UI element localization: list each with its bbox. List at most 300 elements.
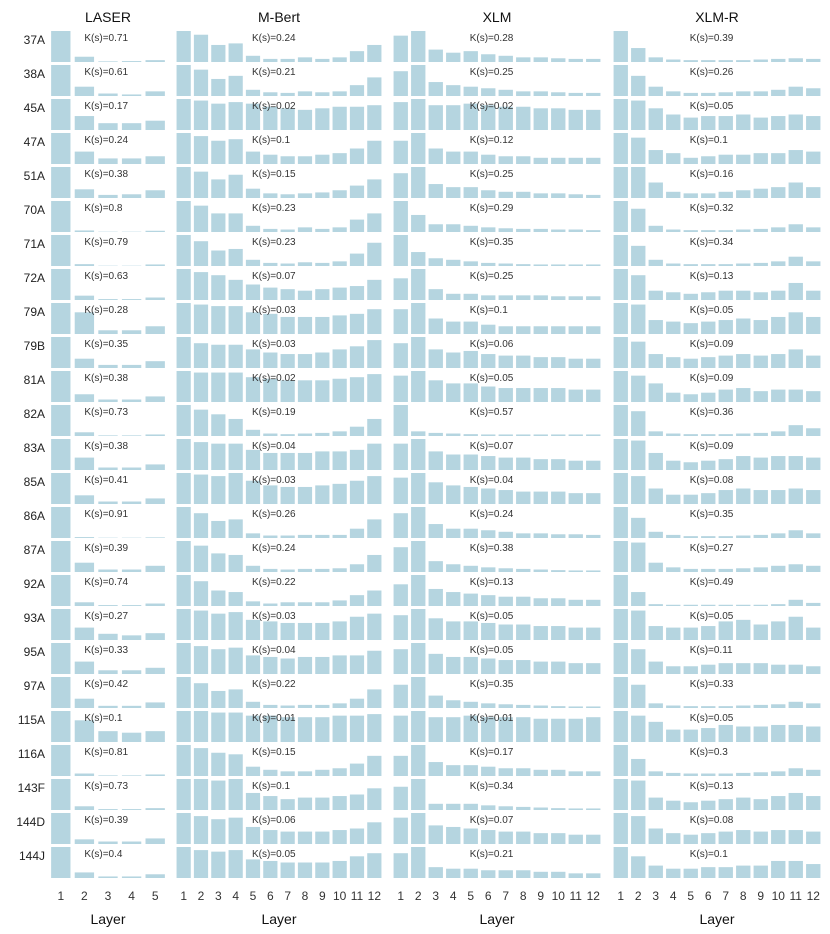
bar-laser-93a-layer-3 (98, 634, 117, 640)
bar-xlm-83a-layer-5 (464, 455, 478, 471)
bar-laser-115a-layer-3 (98, 731, 117, 742)
bar-xlm-r-81a-layer-2 (631, 376, 645, 402)
bar-m-bert-86a-layer-2 (194, 513, 208, 538)
bar-xlm-116a-layer-8 (516, 768, 530, 776)
bar-xlm-86a-layer-11 (569, 534, 583, 538)
row-label-85a: 85A (23, 475, 45, 489)
bar-m-bert-79a-layer-9 (315, 317, 329, 334)
bar-xlm-86a-layer-6 (481, 530, 495, 538)
bar-laser-144d-layer-1 (51, 813, 70, 844)
bar-xlm-115a-layer-9 (534, 719, 548, 742)
ks-label-laser-144d: K(s)=0.39 (84, 815, 129, 826)
bar-m-bert-97a-layer-5 (246, 702, 260, 708)
bar-laser-86a-layer-2 (75, 537, 94, 538)
bar-xlm-83a-layer-2 (411, 439, 425, 470)
bar-xlm-r-83a-layer-2 (631, 441, 645, 470)
bar-xlm-87a-layer-12 (586, 570, 600, 572)
ks-label-xlm-r-86a: K(s)=0.35 (689, 509, 734, 520)
bar-m-bert-38a-layer-11 (350, 85, 364, 96)
bar-xlm-r-143f-layer-3 (649, 798, 663, 810)
ks-label-m-bert-116a: K(s)=0.15 (251, 747, 296, 758)
bar-m-bert-143f-layer-10 (333, 796, 347, 810)
bar-xlm-70a-layer-10 (551, 230, 565, 232)
bar-m-bert-92a-layer-6 (263, 604, 277, 606)
bar-xlm-81a-layer-10 (551, 388, 565, 402)
bar-laser-143f-layer-5 (146, 808, 165, 810)
bar-m-bert-93a-layer-3 (211, 614, 225, 640)
bar-laser-45a-layer-5 (146, 121, 165, 130)
bar-m-bert-79b-layer-1 (177, 337, 191, 368)
bar-laser-83a-layer-5 (146, 464, 165, 470)
bar-xlm-71a-layer-8 (516, 264, 530, 266)
bar-xlm-r-45a-layer-12 (806, 116, 820, 130)
bar-m-bert-70a-layer-9 (315, 229, 329, 232)
bar-m-bert-143f-layer-9 (315, 798, 329, 810)
bar-m-bert-51a-layer-3 (211, 179, 225, 198)
bar-m-bert-83a-layer-5 (246, 450, 260, 470)
bar-xlm-r-37a-layer-2 (631, 48, 645, 62)
bar-xlm-r-70a-layer-11 (789, 224, 803, 232)
bar-xlm-97a-layer-11 (569, 706, 583, 708)
row-label-45a: 45A (23, 101, 45, 115)
bar-xlm-r-70a-layer-12 (806, 227, 820, 232)
ks-label-m-bert-93a: K(s)=0.03 (251, 611, 296, 622)
bar-xlm-86a-layer-8 (516, 533, 530, 538)
bar-xlm-38a-layer-5 (464, 87, 478, 96)
bar-laser-82a-layer-4 (122, 435, 141, 436)
bar-xlm-82a-layer-12 (586, 434, 600, 436)
bar-xlm-116a-layer-3 (429, 762, 443, 776)
bar-xlm-97a-layer-10 (551, 706, 565, 708)
ks-label-xlm-86a: K(s)=0.24 (469, 509, 514, 520)
bar-xlm-r-115a-layer-2 (631, 716, 645, 742)
bar-xlm-79a-layer-4 (446, 322, 460, 334)
bar-xlm-45a-layer-11 (569, 110, 583, 130)
bar-xlm-r-85a-layer-4 (666, 495, 680, 504)
bar-xlm-r-83a-layer-4 (666, 461, 680, 470)
bar-xlm-r-79b-layer-8 (736, 354, 750, 368)
bar-xlm-144j-layer-11 (569, 873, 583, 878)
bar-xlm-r-47a-layer-10 (771, 153, 785, 164)
bar-laser-82a-layer-3 (98, 435, 117, 436)
row-label-92a: 92A (23, 577, 45, 591)
bar-xlm-83a-layer-4 (446, 455, 460, 471)
bar-m-bert-86a-layer-9 (315, 535, 329, 538)
bar-m-bert-70a-layer-4 (229, 213, 243, 232)
bar-m-bert-116a-layer-2 (194, 748, 208, 776)
bar-xlm-r-144j-layer-4 (666, 869, 680, 878)
bar-xlm-r-92a-layer-5 (684, 605, 698, 606)
bar-xlm-79a-layer-7 (499, 326, 513, 334)
bar-xlm-r-51a-layer-12 (806, 187, 820, 198)
bar-xlm-r-144j-layer-6 (701, 867, 715, 878)
bar-m-bert-79a-layer-11 (350, 314, 364, 334)
bar-xlm-37a-layer-12 (586, 59, 600, 62)
bar-laser-85a-layer-5 (146, 498, 165, 504)
bar-xlm-r-71a-layer-7 (719, 264, 733, 266)
bar-m-bert-79b-layer-7 (281, 354, 295, 368)
bar-xlm-r-47a-layer-12 (806, 152, 820, 164)
bar-m-bert-37a-layer-2 (194, 35, 208, 62)
bar-m-bert-38a-layer-12 (367, 77, 381, 96)
bar-xlm-r-45a-layer-7 (719, 116, 733, 130)
bar-m-bert-70a-layer-1 (177, 201, 191, 232)
bar-m-bert-82a-layer-10 (333, 431, 347, 436)
bar-laser-51a-layer-2 (75, 189, 94, 198)
bar-xlm-r-97a-layer-6 (701, 706, 715, 708)
bar-xlm-r-144j-layer-11 (789, 861, 803, 878)
bar-m-bert-38a-layer-3 (211, 79, 225, 96)
bar-m-bert-95a-layer-2 (194, 646, 208, 674)
tick-label-laser-1: 1 (57, 889, 65, 903)
bar-m-bert-81a-layer-4 (229, 373, 243, 402)
bar-xlm-71a-layer-10 (551, 264, 565, 266)
bar-xlm-115a-layer-4 (446, 717, 460, 742)
ks-label-xlm-r-116a: K(s)=0.3 (689, 747, 728, 758)
bar-xlm-r-86a-layer-1 (614, 507, 628, 538)
ks-label-laser-95a: K(s)=0.33 (84, 645, 129, 656)
bar-xlm-r-45a-layer-9 (754, 118, 768, 130)
bar-m-bert-45a-layer-4 (229, 102, 243, 130)
bar-xlm-r-86a-layer-7 (719, 536, 733, 538)
bar-m-bert-95a-layer-4 (229, 648, 243, 674)
bar-xlm-r-93a-layer-12 (806, 628, 820, 640)
bar-xlm-r-38a-layer-11 (789, 87, 803, 96)
bar-xlm-r-81a-layer-4 (666, 393, 680, 402)
bar-xlm-r-93a-layer-6 (701, 626, 715, 640)
bar-xlm-87a-layer-4 (446, 564, 460, 572)
bar-laser-37a-layer-1 (51, 31, 70, 62)
bar-m-bert-116a-layer-4 (229, 754, 243, 776)
bar-m-bert-47a-layer-11 (350, 149, 364, 165)
bar-xlm-143f-layer-4 (446, 804, 460, 810)
bar-laser-87a-layer-2 (75, 563, 94, 572)
bar-laser-95a-layer-1 (51, 643, 70, 674)
bar-laser-85a-layer-2 (75, 495, 94, 504)
ks-label-laser-47a: K(s)=0.24 (84, 135, 129, 146)
bar-laser-47a-layer-1 (51, 133, 70, 164)
bar-laser-115a-layer-5 (146, 731, 165, 742)
bar-xlm-72a-layer-5 (464, 294, 478, 300)
bar-xlm-71a-layer-4 (446, 260, 460, 266)
bar-xlm-r-79a-layer-4 (666, 322, 680, 334)
bar-laser-83a-layer-3 (98, 468, 117, 470)
row-label-51a: 51A (23, 169, 45, 183)
bar-m-bert-51a-layer-4 (229, 175, 243, 198)
bar-xlm-79a-layer-9 (534, 326, 548, 334)
bar-xlm-r-144d-layer-12 (806, 832, 820, 844)
bar-xlm-144d-layer-12 (586, 835, 600, 844)
bar-xlm-115a-layer-8 (516, 717, 530, 742)
bar-xlm-144j-layer-7 (499, 870, 513, 878)
bar-m-bert-97a-layer-12 (367, 689, 381, 708)
bar-xlm-r-45a-layer-2 (631, 101, 645, 130)
bar-m-bert-37a-layer-4 (229, 43, 243, 62)
tick-label-xlm-4: 4 (449, 889, 457, 903)
ks-label-xlm-143f: K(s)=0.34 (469, 781, 514, 792)
bar-xlm-r-79b-layer-1 (614, 337, 628, 368)
bar-xlm-r-116a-layer-4 (666, 773, 680, 776)
bar-m-bert-45a-layer-10 (333, 107, 347, 130)
bar-xlm-r-45a-layer-10 (771, 116, 785, 130)
bar-m-bert-51a-layer-12 (367, 179, 381, 198)
bar-m-bert-85a-layer-12 (367, 476, 381, 504)
bar-m-bert-86a-layer-5 (246, 533, 260, 538)
bar-m-bert-45a-layer-3 (211, 104, 225, 130)
bar-m-bert-79b-layer-12 (367, 340, 381, 368)
bar-laser-93a-layer-2 (75, 628, 94, 640)
bar-m-bert-92a-layer-9 (315, 602, 329, 606)
bar-xlm-r-71a-layer-6 (701, 264, 715, 266)
ks-label-xlm-37a: K(s)=0.28 (469, 33, 514, 44)
bar-xlm-r-37a-layer-9 (754, 60, 768, 62)
bar-xlm-92a-layer-5 (464, 594, 478, 606)
ks-label-laser-87a: K(s)=0.39 (84, 543, 129, 554)
bar-m-bert-51a-layer-7 (281, 194, 295, 198)
x-axis-title-xlm-r: Layer (699, 911, 735, 927)
tick-label-m-bert-1: 1 (180, 889, 188, 903)
ks-label-xlm-85a: K(s)=0.04 (469, 475, 514, 486)
bar-laser-143f-layer-1 (51, 779, 70, 810)
bar-m-bert-93a-layer-11 (350, 617, 364, 640)
bar-xlm-86a-layer-9 (534, 533, 548, 538)
bar-xlm-87a-layer-2 (411, 541, 425, 572)
bar-m-bert-144j-layer-6 (263, 861, 277, 878)
bar-m-bert-83a-layer-8 (298, 453, 312, 470)
bar-xlm-r-144d-layer-6 (701, 833, 715, 844)
bar-xlm-71a-layer-9 (534, 264, 548, 266)
tick-label-xlm-1: 1 (397, 889, 405, 903)
bar-m-bert-115a-layer-9 (315, 717, 329, 742)
bar-xlm-r-45a-layer-1 (614, 99, 628, 130)
tick-label-xlm-r-4: 4 (669, 889, 677, 903)
bar-xlm-79a-layer-12 (586, 326, 600, 334)
bar-xlm-r-92a-layer-8 (736, 605, 750, 606)
bar-m-bert-83a-layer-4 (229, 444, 243, 470)
bar-xlm-r-70a-layer-7 (719, 230, 733, 232)
bar-xlm-r-72a-layer-4 (666, 292, 680, 300)
bar-m-bert-95a-layer-11 (350, 655, 364, 674)
row-label-97a: 97A (23, 679, 45, 693)
bar-m-bert-95a-layer-3 (211, 649, 225, 674)
bar-laser-37a-layer-3 (98, 61, 117, 62)
bar-xlm-51a-layer-12 (586, 195, 600, 198)
bar-xlm-r-87a-layer-5 (684, 569, 698, 572)
bar-xlm-83a-layer-10 (551, 459, 565, 470)
bar-xlm-144d-layer-9 (534, 833, 548, 844)
bar-xlm-45a-layer-8 (516, 107, 530, 130)
bar-m-bert-143f-layer-12 (367, 788, 381, 810)
bar-laser-79a-layer-3 (98, 330, 117, 334)
bar-xlm-143f-layer-6 (481, 805, 495, 810)
bar-xlm-81a-layer-2 (411, 371, 425, 402)
bar-laser-47a-layer-4 (122, 158, 141, 164)
bar-xlm-r-95a-layer-7 (719, 663, 733, 674)
bar-m-bert-79a-layer-4 (229, 306, 243, 334)
ks-label-xlm-45a: K(s)=0.02 (469, 101, 514, 112)
row-label-38a: 38A (23, 67, 45, 81)
bar-xlm-r-116a-layer-10 (771, 771, 785, 776)
bar-xlm-r-70a-layer-8 (736, 230, 750, 232)
ks-label-laser-72a: K(s)=0.63 (84, 271, 129, 282)
bar-m-bert-95a-layer-9 (315, 657, 329, 674)
bar-xlm-95a-layer-1 (394, 649, 408, 674)
tick-label-xlm-3: 3 (432, 889, 440, 903)
bar-xlm-51a-layer-6 (481, 190, 495, 198)
bar-xlm-144j-layer-2 (411, 847, 425, 878)
bar-laser-72a-layer-1 (51, 269, 70, 300)
bar-m-bert-79a-layer-3 (211, 306, 225, 334)
bar-xlm-r-143f-layer-8 (736, 798, 750, 810)
ks-label-m-bert-115a: K(s)=0.01 (251, 713, 296, 724)
bar-xlm-81a-layer-5 (464, 383, 478, 402)
bar-xlm-144j-layer-8 (516, 870, 530, 878)
bar-m-bert-82a-layer-5 (246, 430, 260, 436)
bar-m-bert-79a-layer-2 (194, 305, 208, 334)
bar-xlm-r-72a-layer-10 (771, 291, 785, 300)
bar-laser-79b-layer-1 (51, 337, 70, 368)
bar-laser-92a-layer-2 (75, 602, 94, 606)
bar-xlm-37a-layer-3 (429, 50, 443, 62)
bar-xlm-r-143f-layer-9 (754, 799, 768, 810)
bar-m-bert-45a-layer-1 (177, 99, 191, 130)
bar-xlm-r-81a-layer-12 (806, 391, 820, 402)
bar-laser-79b-layer-4 (122, 365, 141, 368)
bar-xlm-38a-layer-7 (499, 90, 513, 96)
bar-xlm-83a-layer-11 (569, 461, 583, 470)
bar-xlm-81a-layer-12 (586, 390, 600, 402)
bar-xlm-82a-layer-4 (446, 434, 460, 436)
ks-label-xlm-82a: K(s)=0.57 (469, 407, 514, 418)
bar-xlm-79b-layer-12 (586, 359, 600, 368)
bar-m-bert-87a-layer-6 (263, 569, 277, 572)
ks-label-laser-82a: K(s)=0.73 (84, 407, 129, 418)
bar-xlm-r-81a-layer-5 (684, 394, 698, 402)
bar-xlm-143f-layer-12 (586, 808, 600, 810)
bar-xlm-95a-layer-6 (481, 659, 495, 675)
tick-label-xlm-r-2: 2 (634, 889, 642, 903)
bar-xlm-r-97a-layer-11 (789, 702, 803, 708)
bar-laser-95a-layer-5 (146, 668, 165, 674)
bar-xlm-r-85a-layer-8 (736, 489, 750, 505)
bar-xlm-r-86a-layer-8 (736, 536, 750, 538)
tick-label-m-bert-6: 6 (266, 889, 274, 903)
bar-xlm-r-47a-layer-1 (614, 133, 628, 164)
bar-xlm-71a-layer-5 (464, 261, 478, 266)
ks-label-xlm-r-115a: K(s)=0.05 (689, 713, 734, 724)
bar-m-bert-86a-layer-10 (333, 535, 347, 538)
bar-xlm-r-92a-layer-7 (719, 605, 733, 606)
bar-xlm-37a-layer-2 (411, 31, 425, 62)
ks-label-xlm-97a: K(s)=0.35 (469, 679, 514, 690)
bar-xlm-r-115a-layer-9 (754, 727, 768, 743)
bar-xlm-r-70a-layer-2 (631, 209, 645, 232)
bar-xlm-r-45a-layer-11 (789, 115, 803, 131)
bar-laser-93a-layer-4 (122, 635, 141, 640)
ks-label-xlm-r-87a: K(s)=0.27 (689, 543, 734, 554)
bar-m-bert-86a-layer-3 (211, 521, 225, 538)
bar-xlm-r-86a-layer-4 (666, 535, 680, 538)
bar-m-bert-79b-layer-9 (315, 353, 329, 369)
bar-m-bert-93a-layer-7 (281, 623, 295, 640)
tick-label-xlm-r-10: 10 (771, 889, 785, 903)
tick-label-xlm-r-3: 3 (652, 889, 660, 903)
bar-m-bert-47a-layer-1 (177, 133, 191, 164)
bar-laser-51a-layer-5 (146, 190, 165, 198)
bar-m-bert-144d-layer-4 (229, 818, 243, 844)
bar-xlm-143f-layer-2 (411, 779, 425, 810)
bar-m-bert-72a-layer-4 (229, 280, 243, 300)
bar-m-bert-79a-layer-12 (367, 309, 381, 334)
bar-xlm-r-86a-layer-2 (631, 518, 645, 538)
bar-xlm-r-38a-layer-3 (649, 87, 663, 96)
bar-xlm-144d-layer-7 (499, 832, 513, 844)
bar-xlm-95a-layer-5 (464, 657, 478, 674)
bar-m-bert-47a-layer-2 (194, 136, 208, 164)
bar-xlm-r-93a-layer-9 (754, 625, 768, 641)
bar-xlm-r-95a-layer-6 (701, 665, 715, 674)
bar-m-bert-38a-layer-6 (263, 92, 277, 96)
bar-xlm-86a-layer-7 (499, 532, 513, 538)
bar-m-bert-81a-layer-2 (194, 373, 208, 402)
bar-m-bert-97a-layer-3 (211, 691, 225, 708)
bar-xlm-87a-layer-3 (429, 561, 443, 572)
bar-xlm-r-37a-layer-10 (771, 59, 785, 62)
bar-xlm-r-38a-layer-1 (614, 65, 628, 96)
bar-xlm-r-47a-layer-4 (666, 153, 680, 164)
bar-xlm-r-79a-layer-7 (719, 320, 733, 334)
bar-m-bert-82a-layer-1 (177, 405, 191, 436)
bar-laser-116a-layer-5 (146, 774, 165, 776)
bar-m-bert-47a-layer-8 (298, 156, 312, 164)
bar-laser-81a-layer-2 (75, 394, 94, 402)
bar-m-bert-144d-layer-6 (263, 830, 277, 844)
bar-m-bert-85a-layer-8 (298, 487, 312, 504)
bar-m-bert-72a-layer-2 (194, 272, 208, 300)
bar-xlm-83a-layer-6 (481, 456, 495, 470)
bar-xlm-82a-layer-10 (551, 434, 565, 436)
bar-xlm-r-71a-layer-1 (614, 235, 628, 266)
bar-m-bert-71a-layer-12 (367, 243, 381, 266)
ks-label-m-bert-71a: K(s)=0.23 (251, 237, 296, 248)
bar-laser-144j-layer-5 (146, 874, 165, 878)
bar-m-bert-47a-layer-10 (333, 153, 347, 164)
bar-m-bert-92a-layer-11 (350, 595, 364, 606)
bar-m-bert-82a-layer-11 (350, 427, 364, 436)
bar-xlm-79b-layer-3 (429, 349, 443, 368)
bar-m-bert-116a-layer-11 (350, 764, 364, 776)
bar-xlm-r-38a-layer-6 (701, 93, 715, 96)
bar-xlm-r-144j-layer-12 (806, 864, 820, 878)
bar-xlm-r-144d-layer-10 (771, 830, 785, 844)
bar-xlm-r-79a-layer-10 (771, 317, 785, 334)
bar-m-bert-37a-layer-12 (367, 45, 381, 62)
bar-xlm-97a-layer-8 (516, 705, 530, 708)
tick-label-xlm-r-6: 6 (704, 889, 712, 903)
bar-xlm-81a-layer-8 (516, 388, 530, 402)
bar-xlm-95a-layer-11 (569, 663, 583, 674)
bar-m-bert-144j-layer-3 (211, 852, 225, 878)
bar-xlm-38a-layer-11 (569, 93, 583, 96)
row-label-144j: 144J (18, 849, 45, 863)
bar-xlm-r-85a-layer-9 (754, 490, 768, 504)
bar-m-bert-115a-layer-4 (229, 713, 243, 742)
x-axis-title-xlm: Layer (479, 911, 515, 927)
bar-xlm-r-82a-layer-1 (614, 405, 628, 436)
bar-xlm-r-72a-layer-9 (754, 292, 768, 300)
ks-label-m-bert-87a: K(s)=0.24 (251, 543, 296, 554)
bar-m-bert-144j-layer-11 (350, 856, 364, 878)
